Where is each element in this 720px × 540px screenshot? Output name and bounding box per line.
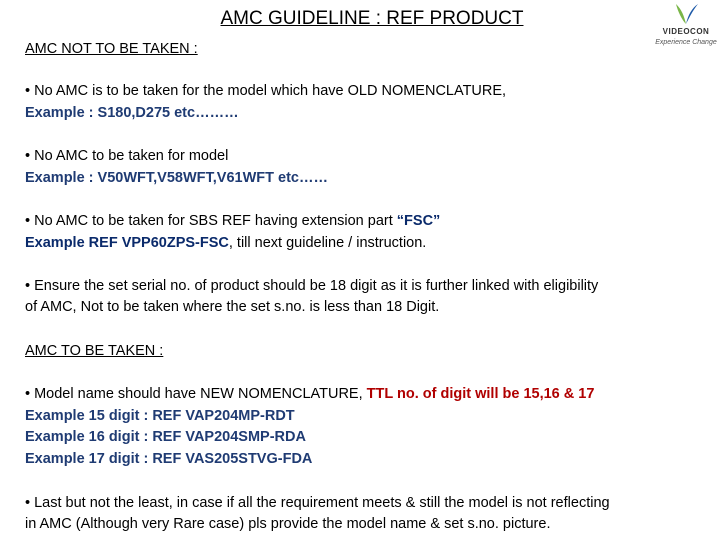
bullet-3-rest: , till next guideline / instruction. [228,235,427,251]
section-heading-to-be-taken: AMC TO BE TAKEN : [25,343,164,359]
example-17-digit: Example 17 digit : REF VAS205STVG-FDA [25,451,313,467]
bullet-6-line-2: in AMC (Although very Rare case) pls provide the model name & set s.no. picture. [25,516,551,532]
bullet-5-text: • Model name should have NEW NOMENCLATURE, [25,386,367,402]
example-15-digit: Example 15 digit : REF VAP204MP-RDT [25,408,295,424]
videocon-v-icon [672,2,700,26]
bullet-5-highlight: TTL no. of digit will be 15,16 & 17 [366,386,595,402]
bullet-4-line-2: of AMC, Not to be taken where the set s.no. is less than 18 Digit. [25,299,440,315]
section-heading-not-taken: AMC NOT TO BE TAKEN : [25,41,198,57]
logo-brand: VIDEOCON [662,27,710,36]
bullet-3-text: • No AMC to be taken for SBS REF having extension part [25,213,397,229]
bullet-3-example: Example REF VPP60ZPS-FSC [25,235,229,251]
bullet-1-example: Example : S180,D275 etc……… [25,105,239,121]
bullet-3-fsc: “FSC” [396,213,441,229]
example-16-digit: Example 16 digit : REF VAP204SMP-RDA [25,429,306,445]
videocon-logo [652,2,720,50]
bullet-2-line-1: • No AMC to be taken for model [25,148,229,164]
bullet-4-line-1: • Ensure the set serial no. of product should be 18 digit as it is further linked with eligibility [25,278,599,294]
bullet-2-example: Example : V50WFT,V58WFT,V61WFT etc…… [25,170,328,186]
bullet-3-line-2 [25,233,426,254]
bullet-1-line-1: • No AMC is to be taken for the model which have OLD NOMENCLATURE, [25,83,507,99]
bullet-3-line-1 [25,211,440,232]
page-title: AMC GUIDELINE : REF PRODUCT [220,8,524,29]
bullet-6-line-1: • Last but not the least, in case if all the requirement meets & still the model is not reflecting [25,495,610,511]
bullet-5-line-1 [25,384,594,405]
logo-tagline: Experience Change [655,39,717,46]
